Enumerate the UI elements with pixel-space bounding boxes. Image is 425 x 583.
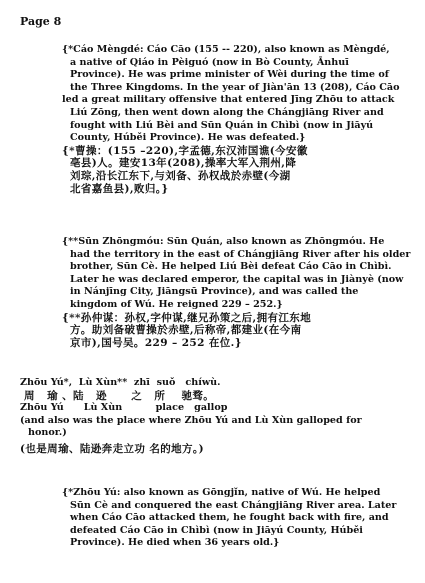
note-line: defeated Cáo Cāo in Chìbì (now in Jiāyú County, Húběi [70, 524, 363, 536]
note-line: led a great military offensive that entered Jīng Zhōu to attack [62, 94, 395, 106]
verse-gloss: Zhōu Yú Lù Xùn place gallop [20, 402, 228, 414]
note-sun-quan [62, 236, 410, 349]
note-line-chinese: {*曹操：(155 –220),字孟德,东汉沛国谯(今安徽 [62, 144, 308, 157]
verse-translation: (and also was the place where Zhōu Yú and Lù Xùn galloped for [20, 414, 362, 426]
note-line: Province). He was prime minister of Wèi during the time of [70, 69, 389, 81]
verse-block [20, 377, 362, 456]
note-line: Liú Zōng, then went down along the Chángjiāng River and [70, 106, 384, 118]
note-line: Province). He died when 36 years old.} [70, 537, 280, 549]
note-zhou-yu [62, 487, 396, 550]
note-line: brother, Sūn Cè. He helped Liú Bèi defeat Cáo Cāo in Chìbì. [70, 261, 392, 273]
note-line: {*Cáo Mèngdé: Cáo Cāo (155 -- 220), also known as Mèngdé, [62, 44, 390, 55]
note-line: when Cáo Cāo attacked them, he fought back with fire, and [70, 512, 389, 524]
note-line: in Nánjīng City, Jiāngsū Province), and was called the [70, 286, 359, 298]
note-line: {**Sūn Zhōngmóu: Sūn Quán, also known as Zhōngmóu. He [62, 236, 385, 247]
note-line: the Three Kingdoms. In the year of Jiàn'ān 13 (208), Cáo Cāo [70, 81, 400, 93]
note-line-chinese: 方。助刘备破曹操於赤壁,后称帝,都建业(在今南 [70, 324, 302, 337]
note-line: {*Zhōu Yú: also known as Gōngjǐn, native of Wú. He helped [62, 487, 381, 498]
note-line-chinese: 京市),国号吴。229 – 252 在位.} [70, 336, 242, 349]
note-cao-cao [62, 44, 400, 195]
verse-translation: honor.) [28, 427, 67, 439]
note-line-chinese: 亳县)人。建安13年(208),操率大军入荆州,降 [70, 157, 297, 170]
verse-pinyin: Zhōu Yú*, Lù Xùn** zhī suǒ chíwù. [20, 377, 221, 388]
note-line: Later he was declared emperor, the capital was in Jiànyè (now [70, 273, 404, 285]
note-line: County, Húběi Province). He was defeated.} [70, 132, 306, 144]
note-line: Sūn Cè and conquered the east Chángjiāng River area. Later [70, 499, 397, 511]
note-line: fought with Liú Bèi and Sūn Quán in Chìbì (now in Jiāyú [70, 119, 374, 131]
note-line-chinese: 刘琮,沿长江东下,与刘备、孙权战於赤壁(今湖 [70, 169, 291, 182]
note-line: had the territory in the east of Chángjiāng River after his older [70, 248, 411, 260]
note-line-chinese: {**孙仲谋：孙权,字仲谋,继兄孙策之后,拥有江东地 [62, 311, 312, 324]
note-line: kingdom of Wú. He reigned 229 – 252.} [70, 298, 283, 310]
verse-chinese: 周 瑜 、陆 逊 之 所 驰骛。 [20, 389, 215, 402]
verse-translation-chinese: (也是周瑜、陆逊奔走立功 名的地方。) [20, 442, 204, 455]
note-line-chinese: 北省嘉鱼县),败归。} [70, 182, 169, 195]
note-line: a native of Qiáo in Pèiguó (now in Bò County, Ānhuī [70, 56, 349, 68]
page-number: Page 8 [20, 15, 62, 28]
